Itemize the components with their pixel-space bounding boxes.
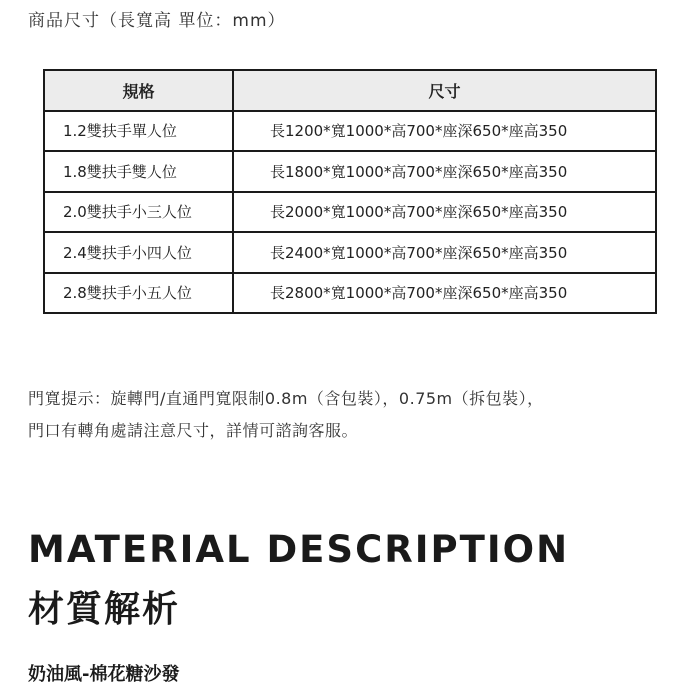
size-spec-table [43, 69, 657, 314]
spec-cell: 2.0雙扶手小三人位 [44, 192, 233, 233]
dimensions-cell: 長2000*寬1000*高700*座深650*座高350 [233, 192, 656, 233]
table-row [44, 232, 656, 273]
spec-cell: 1.2雙扶手單人位 [44, 111, 233, 152]
door-note-line: 門口有轉角處請注意尺寸，詳情可諮詢客服。 [28, 421, 359, 440]
dimensions-cell: 長1800*寬1000*高700*座深650*座高350 [233, 151, 656, 192]
dimensions-cell: 長2800*寬1000*高700*座深650*座高350 [233, 273, 656, 314]
table-row [44, 151, 656, 192]
size-heading: 商品尺寸（長寬高 單位：mm） [28, 11, 286, 31]
product-name: 奶油風-棉花糖沙發 [28, 664, 180, 685]
table-row [44, 192, 656, 233]
material-section-title-en: MATERIAL DESCRIPTION [28, 528, 570, 571]
table-header-row [44, 70, 656, 111]
spec-cell: 1.8雙扶手雙人位 [44, 151, 233, 192]
door-width-note [28, 383, 698, 447]
spec-cell: 2.4雙扶手小四人位 [44, 232, 233, 273]
dimensions-cell: 長2400*寬1000*高700*座深650*座高350 [233, 232, 656, 273]
spec-cell: 2.8雙扶手小五人位 [44, 273, 233, 314]
column-header-spec: 規格 [44, 70, 233, 111]
dimensions-cell: 長1200*寬1000*高700*座深650*座高350 [233, 111, 656, 152]
table-row [44, 111, 656, 152]
material-section-title-zh: 材質解析 [28, 589, 181, 630]
door-note-line: 門寬提示：旋轉門/直通門寬限制0.8m（含包裝），0.75m（拆包裝）， [28, 389, 544, 408]
column-header-dimensions: 尺寸 [233, 70, 656, 111]
table-row [44, 273, 656, 314]
